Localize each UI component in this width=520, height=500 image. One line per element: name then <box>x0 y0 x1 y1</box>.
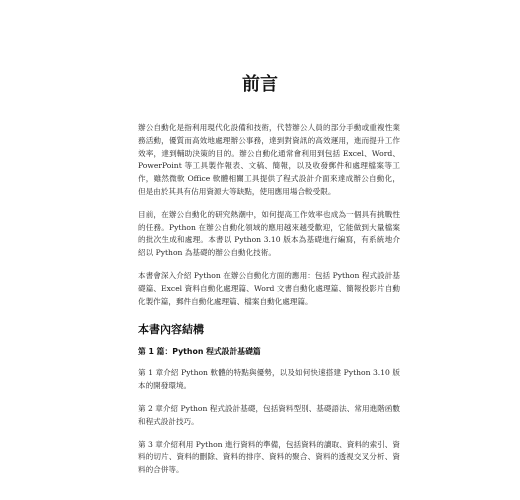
part1-heading: 第 1 篇：Python 程式設計基礎篇 <box>138 347 261 357</box>
chapter2-paragraph: 第 2 章介紹 Python 程式設計基礎，包括資料型別、基礎語法、常用進階函數和程式設計技巧。 <box>138 403 400 426</box>
intro-paragraph-2: 目前，在辦公自動化的研究熱潮中，如何提高工作效率也成為一個具有挑戰性的任務。Python 在辦公自動化領域的應用越來越受歡迎，它能做到大量檔案的批次生成和處理。本書以 Python 3.10 版本為基礎進行編寫，有系統地介紹以 Python 為基礎的辦公自動化技術。 <box>138 209 400 258</box>
section-heading-structure: 本書內容結構 <box>138 323 204 337</box>
page-title: 前言 <box>242 74 278 95</box>
intro-paragraph-1: 辦公自動化是指利用現代化設備和技術，代替辦公人員的部分手動或重複性業務活動，優質而高效地處理辦公事務，達到對資訊的高效運用，進而提升工作效率，達到輔助決策的目的。辦公自動化通常會利用到包括 Excel、Word、PowerPoint 等工具製作報表、文稿、簡報，以及收發郵件和處理檔案等工作，雖然微軟 Office 軟體相關工具提供了程式設計介面來達成辦公自動化，但是由於其具有佔用資源大等缺點，使用應用場合較受限。 <box>138 123 400 196</box>
page-content <box>138 122 400 487</box>
chapter1-paragraph: 第 1 章介紹 Python 軟體的特點與優勢，以及如何快速搭建 Python 3.10 版本的開發環境。 <box>138 368 400 391</box>
intro-paragraph-3: 本書會深入介紹 Python 在辦公自動化方面的應用：包括 Python 程式設計基礎篇、Excel 資料自動化處理篇、Word 文書自動化處理篇、簡報投影片自動化製作篇，郵件自動化處理篇、檔案自動化處理篇。 <box>138 270 400 306</box>
chapter3-paragraph: 第 3 章介紹利用 Python 進行資料的準備，包括資料的讀取、資料的索引、資料的切片、資料的刪除、資料的排序、資料的聚合、資料的透視交叉分析、資料的合併等。 <box>138 439 400 475</box>
